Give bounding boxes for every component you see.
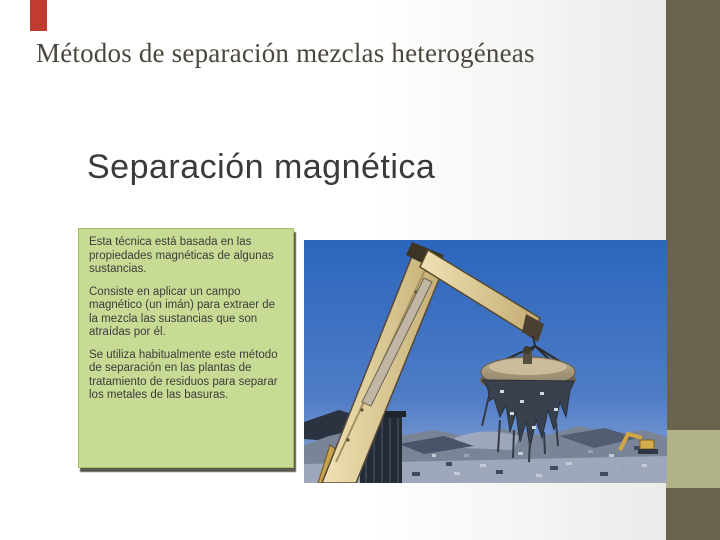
sidebar-light-square (666, 430, 720, 488)
slide-title: Métodos de separación mezclas heterogéneas (36, 38, 535, 68)
body-paragraph-2: Consiste en aplicar un campo magnético (un imán) para extraer de la mezcla las sustancias que son atraídas por él. (89, 285, 276, 338)
body-paragraph-3: Se utiliza habitualmente este método de separación en las plantas de tratamiento de residuos para separar los metales de las basuras. (89, 348, 278, 401)
scrap-magnet-illustration (304, 240, 667, 483)
slide-subtitle: Separación magnética (87, 148, 436, 186)
red-accent-bar (30, 0, 47, 31)
scrap-magnet-photo (304, 240, 667, 483)
body-textbox (78, 228, 294, 468)
body-paragraph-1: Esta técnica está basada en las propiedades magnéticas de algunas sustancias. (89, 236, 274, 275)
